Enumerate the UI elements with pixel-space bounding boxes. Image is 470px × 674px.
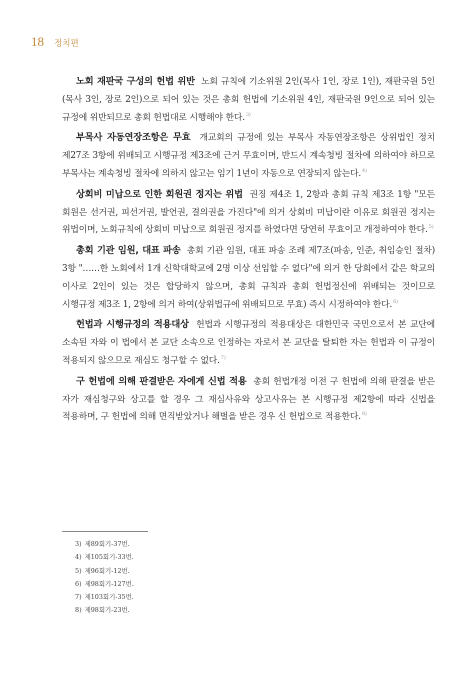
footnote-ref: 8) xyxy=(361,411,367,418)
paragraph-text: 총회 헌법개정 이전 구 헌법에 의해 판결을 받은 자가 재심청구와 상고를 할 경우 그 재심사유와 상고사유는 본 시행규정 제2항에 따라 신법을 적용하며, 구 헌법에 의해 면직받았거나 해벌을 받은 경우 신 헌법으로 적용한다. xyxy=(62,376,435,423)
paragraph-text: 권징 제4조 1, 2항과 총회 규칙 제3조 1항 "모든 회원은 선거권, 피선거권, 발언권, 결의권을 가진다"에 의거 상회비 미납이란 이유로 회원권 정지는 위법이며, 노회규칙에 상회비 미납으로 회원권 정지를 하였다면 당연히 무효이고 개정하여야 한다. xyxy=(62,189,435,236)
page-number: 18 xyxy=(31,34,44,49)
paragraph xyxy=(62,186,435,240)
footnote xyxy=(75,565,134,578)
footnote-text: 제89회기-37번. xyxy=(84,540,130,548)
footnote-text: 제98회기-23번. xyxy=(84,606,130,615)
page-header xyxy=(31,31,79,50)
footnote xyxy=(75,538,134,551)
paragraph-text: 총회 기관 임원, 대표 파송 조례 제7조(파송, 인준, 취임승인 절차) 3항 "……한 노회에서 1개 신학대학교에 2명 이상 선임할 수 없다"에 의거 한 당회에서 같은 학교의 이사로 2인이 있는 것은 합당하지 않으며, 총회 규칙과 총회 헌법정신에 위배되는 것이므로 시행규정 제3조 1, 2항에 의거 하여(상위법규에 위배되므로 무효) 즉시 시정하여야 한다. xyxy=(62,246,435,310)
paragraph xyxy=(62,73,435,127)
body-text xyxy=(62,73,435,429)
paragraph xyxy=(62,129,435,183)
paragraph-heading: 총회 기관 임원, 대표 파송 xyxy=(76,245,181,257)
paragraph xyxy=(62,373,435,427)
footnote xyxy=(75,551,134,564)
footnote-number: 7) xyxy=(75,593,82,602)
paragraph-heading: 상회비 미납으로 인한 회원권 정지는 위법 xyxy=(76,188,243,200)
footnote-number: 6) xyxy=(75,579,82,588)
footnote-ref: 6) xyxy=(393,298,398,305)
paragraph-text: 헌법과 시행규정의 적용대상은 대한민국 국민으로서 본 교단에 소속된 자와 이 법에서 본 교단 소속으로 인정하는 자로서 본 교단을 탈퇴한 자는 헌법과 이 규정이 적용되지 않으므로 재심도 청구할 수 없다. xyxy=(62,320,435,366)
footnote-text: 제105회기-33번. xyxy=(84,553,134,562)
footnote-number: 5) xyxy=(75,566,82,575)
footnote xyxy=(75,604,134,617)
footnote xyxy=(75,591,134,604)
paragraph xyxy=(62,242,435,314)
paragraph-heading: 구 헌법에 의해 판결받은 자에게 신법 적용 xyxy=(76,375,247,387)
footnote-ref: 5) xyxy=(428,224,434,231)
footnote-ref: 4) xyxy=(362,168,367,175)
paragraph-text: 노회 규칙에 기소위원 2인(목사 1인, 장로 1인), 재판국원 5인(목사 3인, 장로 2인)으로 되어 있는 것은 총회 헌법에 기소위원 4인, 재판국원 9인으로 되어 있는 규정에 위반되므로 총회 헌법대로 시행해야 한다. xyxy=(62,77,435,123)
footnote-text: 제103회기-35번. xyxy=(84,593,134,602)
footnote-number: 3) xyxy=(75,540,82,548)
footnote-divider xyxy=(62,531,148,532)
footnote xyxy=(75,578,134,591)
footnote-ref: 3) xyxy=(245,111,251,118)
paragraph xyxy=(62,316,435,370)
section-title: 정치편 xyxy=(54,39,79,49)
paragraph-heading: 헌법과 시행규정의 적용대상 xyxy=(76,319,189,331)
footnote-ref: 7) xyxy=(220,355,226,362)
footnote-number: 4) xyxy=(75,553,82,562)
paragraph-text: 개교회의 규정에 있는 부목사 자동연장조항은 상위법인 정치 제27조 3항에 위배되고 시행규정 제3조에 근거 무효이며, 반드시 계속청빙 절차에 의하여야 하므로 부목사는 계속청빙 절차에 의하지 않고는 임기 1년이 자동으로 연장되지 않는다. xyxy=(62,133,435,179)
footnote-text: 제98회기-127번. xyxy=(84,579,134,588)
paragraph-heading: 노회 재판국 구성의 헌법 위반 xyxy=(76,76,195,87)
paragraph-heading: 부목사 자동연장조항은 무효 xyxy=(76,132,191,144)
footnote-text: 제96회기-12번. xyxy=(84,566,130,575)
footnote-number: 8) xyxy=(75,606,82,615)
footnotes xyxy=(75,538,134,618)
